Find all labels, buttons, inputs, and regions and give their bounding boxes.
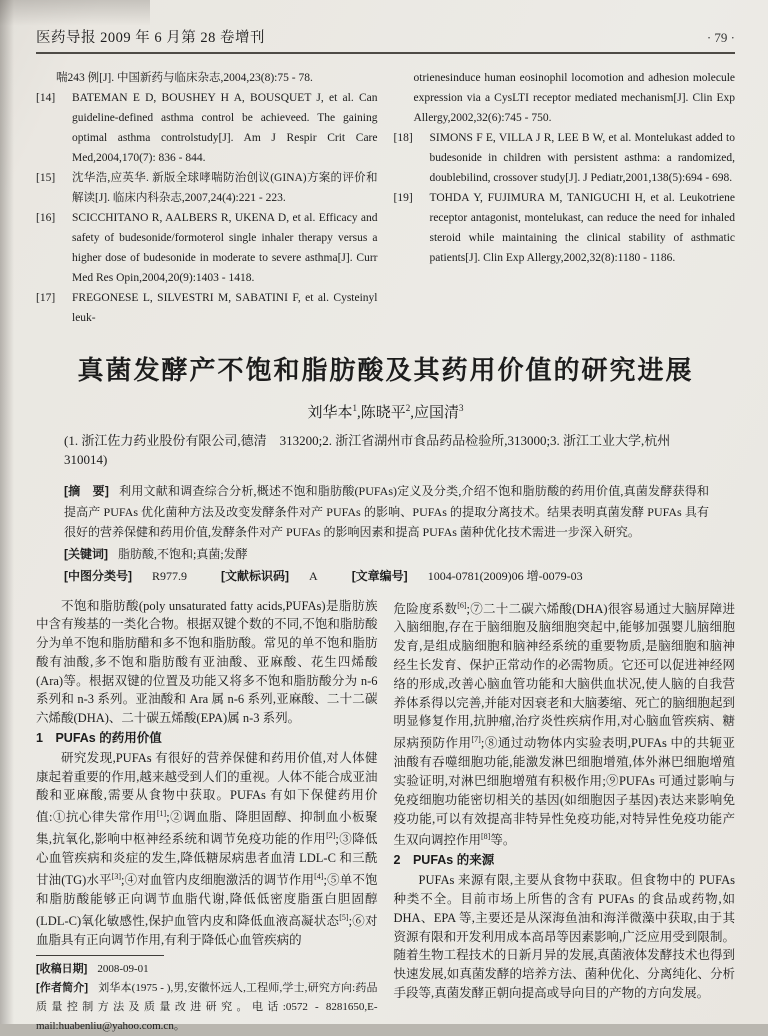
paragraph-medicinal-value: 研究发现,PUFAs 有很好的营养保健和药用价值,对人体健康起着重要的作用,越来越受到人们的重视。人体不能合成亚油酸和亚麻酸,需要从食物中获取。PUFAs 有如下保健药用价值:①抗心律失常作用[1];②调血脂、降胆固醇、抑制血小板聚集,抗氧化,影响中枢神经系统和调节免疫功能的作用[2];③降低心血管疾病和炎症的发生,降低糖尿病患者血清 LDL-C 和三酰甘油(TG)水平[3];④对血管内皮细胞激活的调节作用[4];⑤单不饱和脂肪酸能够正向调节血脂代谢,降低低密度脂蛋白胆固醇(LDL-C)氧化敏感性,保护血管内皮和降低血液高凝状态[5];⑥对血脂具有正向调节作用,有利于降低心血管疾病的 [36,749,378,950]
document-code: [文献标识码] A [221,566,318,587]
reference-list [36,68,735,328]
page-header [36,26,735,54]
paragraph-medicinal-value-cont: 危险度系数[6];⑦二十二碳六烯酸(DHA)很容易通过大脑屏障进入脑细胞,存在于脑细胞及脑细胞突起中,能够加强婴儿脑细胞发育,是组成脑细胞和脑神经系统的重要物质,是脑细胞和脑神经生长发育、保护正常动作的必需物质。它还可以促进神经网络的形成,改善心脑血管功能和大脑供血状况,使人脑的自我营养体系得以完善,并能对因衰老和大脑萎缩、死亡的脑细胞起到明显修复作用,抗肿瘤,治疗炎性疾病作用,对心脑血管疾病、糖尿病预防作用[7];⑧通过动物体内实验表明,PUFAs 中的共轭亚油酸有吞噬细胞功能,能激发淋巴细胞增殖,体外淋巴细胞增殖实验证明,对淋巴细胞增殖有积极作用;⑨PUFAs 可通过影响与免疫细胞功能密切相关的基因(如细胞因子基因)表达来影响免疫功能,可以有效提高非特异性免疫功能,对特异性免疫功能产生双向调控作用[8]等。 [394,597,736,851]
reference-item: 喘243 例[J]. 中国新药与临床杂志,2004,23(8):75 - 78. [36,68,378,88]
footnote-divider [36,955,164,956]
article-id: [文章编号] 1004-0781(2009)06 增-0079-03 [352,566,583,587]
abstract-label: [摘 要] [64,484,109,498]
body-column-left [36,597,378,1036]
clc-number: [中图分类号] R977.9 [64,566,187,587]
reference-column-left [36,68,378,328]
reference-item: [14] BATEMAN E D, BOUSHEY H A, BOUSQUET J, et al. Can guideline-defined asthma control be achieveed. The gaining optimal asthma controlstudy[J]. Am J Respir Crit Care Med,2004,170(7): 836 - 844. [36,88,378,168]
reference-column-right [394,68,736,328]
reference-item: [17] FREGONESE L, SILVESTRI M, SABATINI F, et al. Cysteinyl leuk- [36,288,378,328]
article-authors: 刘华本$^1$,陈晓平$^2$,应国清$^3$ [36,401,735,422]
journal-name: 医药导报 2009 年 6 月第 28 卷增刊 [36,26,265,47]
section-heading-2: 2 PUFAs 的来源 [394,851,736,870]
keywords-text: 脂肪酸,不饱和;真菌;发酵 [118,547,248,561]
reference-item: [18] SIMONS F E, VILLA J R, LEE B W, et al. Montelukast added to budesonide in children with persistent asthma: a randomized, doublebilind, crossover study[J]. J Pediatr,2001,138(5):694 - 698. [394,128,736,188]
paragraph-intro: 不饱和脂肪酸(poly unsaturated fatty acids,PUFAs)是脂肪族中含有羧基的一类化合物。根据双键个数的不同,不饱和脂肪酸分为单不饱和脂肪醋和多不饱和脂肪酸。常见的单不饱和脂肪酸有油酸,多不饱和脂肪酸有亚油酸、亚麻酸、花生四烯酸(Ara)等。根据双键的位置及功能又将多不饱和脂肪酸分为 n-6 系列和 n-3 系列。亚油酸和 Ara 属 n-6 系列,亚麻酸、二十二碳六烯酸(DHA)、二十碳五烯酸(EPA)属 n-3 系列。 [36,597,378,729]
abstract [64,481,709,543]
keywords [64,544,709,565]
received-date: [收稿日期] 2008-09-01 [36,960,378,979]
article-meta-row [64,566,709,587]
article-affiliation: (1. 浙江佐力药业股份有限公司,德清 313200;2. 浙江省湖州市食品药品检验所,313000;3. 浙江工业大学,杭州 310014) [64,431,709,469]
page-number: · 79 · [707,30,735,46]
article-body [36,597,735,1036]
reference-item: [15] 沈华浩,应英华. 新版全球哮喘防治创议(GINA)方案的评价和解读[J]. 临床内科杂志,2007,24(4):221 - 223. [36,168,378,208]
keywords-label: [关键词] [64,547,108,561]
abstract-text: 利用文献和调查综合分析,概述不饱和脂肪酸(PUFAs)定义及分类,介绍不饱和脂肪酸的药用价值,真菌发酵获得和提高产 PUFAs 优化菌种方法及改变发酵条件对产 PUFAs 的影响、PUFAs 的提取分离技术。结果表明真菌发酵 PUFAs 具有很好的营养保健和药用价值,发酵条件对产 PUFAs 的影响因素和提高 PUFAs 菌种优化技术需进一步深入研究。 [64,484,709,539]
article-title: 真菌发酵产不饱和脂肪酸及其药用价值的研究进展 [36,350,735,387]
reference-item: [16] SCICCHITANO R, AALBERS R, UKENA D, et al. Efficacy and safety of budesonide/formoterol single inhaler therapy versus a higher dose of budesonide in moderate to severe asthma[J]. Curr Med Res Opin,2004,20(9):1403 - 1418. [36,208,378,288]
body-column-right [394,597,736,1036]
author-bio: [作者简介] 刘华本(1975 - ),男,安徽怀远人,工程师,学士,研究方向:药品质量控制方法及质量改进研究。电话:0572 - 8281650,E-mail:huabenliu@yahoo.com.cn。 [36,979,378,1036]
reference-item: [19] TOHDA Y, FUJIMURA M, TANIGUCHI H, et al. Leukotriene receptor antagonist, montelukast, can reduce the need for inhaled steroid while maintaining the clinical stability of asthmatic patients[J]. Clin Exp Allergy,2002,32(8):1180 - 1186. [394,188,736,268]
reference-item: otrienesinduce human eosinophil locomotion and adhesion molecule expression via a CysLTI receptor mediated mechanism[J]. Clin Exp Allergy,2002,32(6):745 - 750. [394,68,736,128]
paragraph-sources: PUFAs 来源有限,主要从食物中获取。但食物中的 PUFAs 种类不全。目前市场上所售的含有 PUFAs 的食品或药物,如 DHA、EPA 等,主要还是从深海鱼油和海洋微藻中获取,由于其资源有限和开发利用成本高昂等因素影响,广泛应用受到限制。随着生物工程技术的日新月异的发展,真菌液体发酵技术也得到快速发展,如真菌发酵的培养方法、菌种优化、分离纯化、分析手段等,真菌发酵正朝向提高或导向目的产物的方向发展。 [394,871,736,1003]
abstract-block [64,481,709,587]
section-heading-1: 1 PUFAs 的药用价值 [36,729,378,748]
